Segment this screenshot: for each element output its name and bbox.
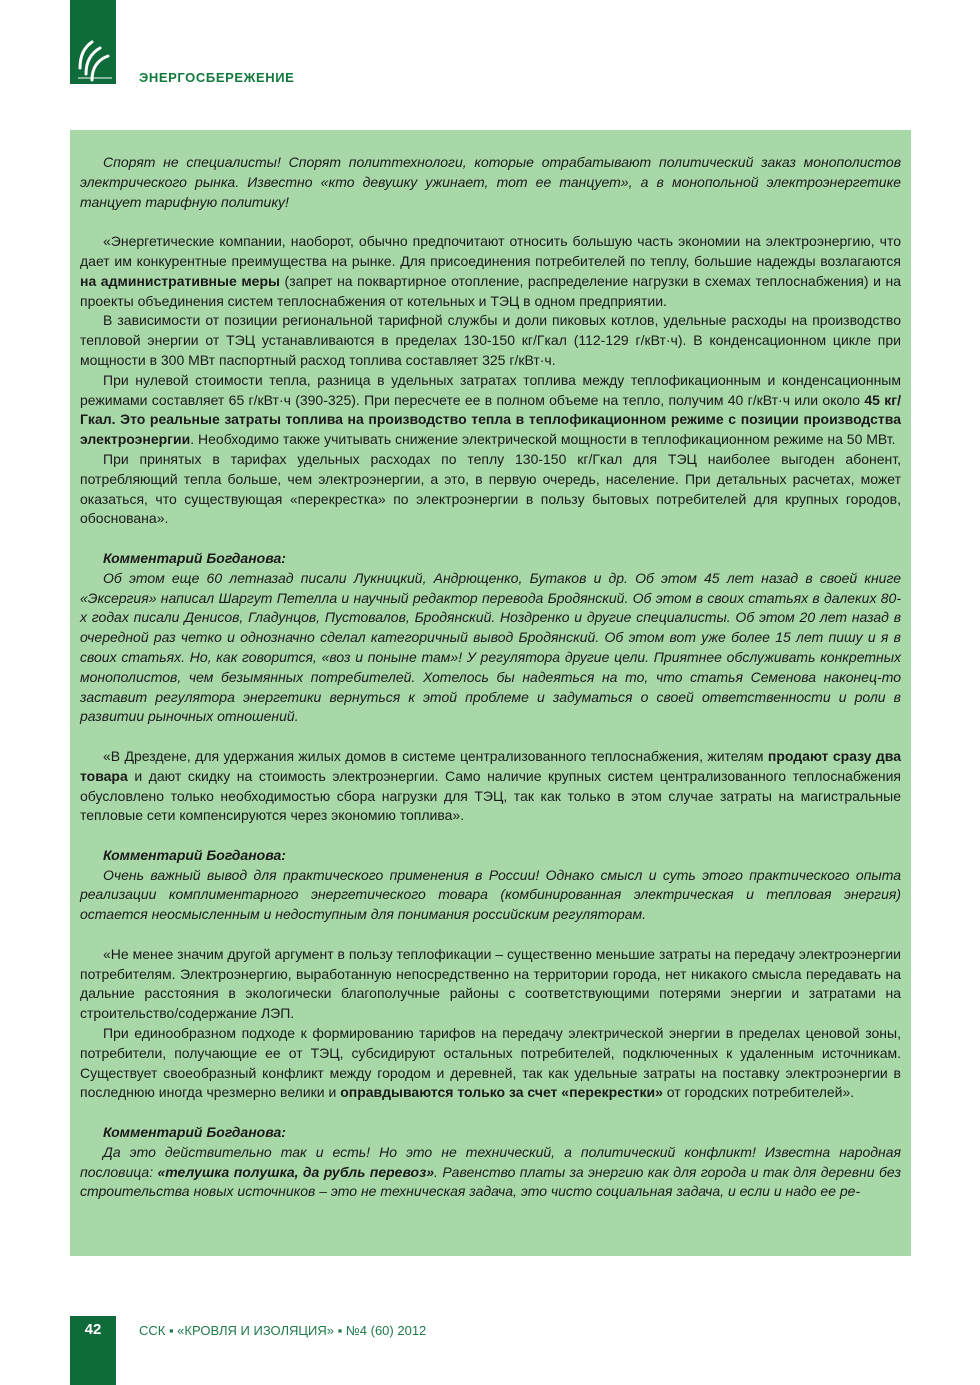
text-run: и дают скидку на стоимость электроэнергии. Само наличие крупных систем централизованного теплоснабжения обусловлено только необходимостью сбора нагрузки для ТЭЦ, так как только в этом случае затраты на магистральные тепловые сети компенсируются через экономию топлива». <box>80 767 901 824</box>
comment-heading <box>80 549 901 569</box>
comment-heading <box>80 846 901 866</box>
leaf-logo-icon <box>74 38 114 82</box>
text-run: от городских потребителей». <box>662 1084 855 1101</box>
paragraph <box>80 371 901 450</box>
bold-text: «телушка полушка, да рубль перевоз» <box>157 1163 435 1180</box>
paragraph <box>80 866 901 925</box>
text-run: При принятых в тарифах удельных расходах по теплу 130-150 кг/Гкал для ТЭЦ наиболее выгоден абонент, потребляющий тепла больше, чем электроэнергии, а это, в первую очередь, население. При детальных расчетах, может оказаться, что существующая «перекрестка» по электроэнергии в пользу бытовых потребителей для крупных городов, обоснована». <box>80 450 901 527</box>
text-block <box>80 846 901 925</box>
text-run: Комментарий Богданова: <box>103 549 286 566</box>
text-block <box>80 232 901 529</box>
text-block <box>80 153 901 212</box>
paragraph <box>80 747 901 826</box>
text-block <box>80 747 901 826</box>
text-run: При нулевой стоимости тепла, разница в удельных затратах топлива между теплофикационным и конденсационным режимами составляет 65 г/кВт·ч (390-325). При пересчете ее в полном объеме на тепло, получим 40 г/кВт·ч или около <box>80 371 901 408</box>
text-block <box>80 945 901 1103</box>
text-run: Комментарий Богданова: <box>103 846 286 863</box>
paragraph <box>80 1143 901 1202</box>
bold-text: 45 кг/Гкал. Это реальные затраты топлива на производство тепла в теплофикационном режиме с позиции производства электроэнергии <box>80 391 901 448</box>
comment-heading <box>80 1123 901 1143</box>
text-run: Да это действительно так и есть! Но это не технический, а политический конфликт! Известна народная пословица: <box>80 1143 901 1180</box>
text-run: . Необходимо также учитывать снижение электрической мощности в теплофикационном режиме на 50 МВт. <box>190 431 896 448</box>
paragraph <box>80 232 901 311</box>
paragraph <box>80 945 901 1024</box>
text-run: Очень важный вывод для практического применения в России! Однако смысл и суть этого практического опыта реализации комплиментарного энергетического товара (комбинированная электрическая и тепловая энергия) остается неосмысленным и недоступным для понимания российским регуляторам. <box>80 866 901 923</box>
text-run: «Не менее значим другой аргумент в пользу теплофикации – существенно меньшие затраты на передачу электроэнергии потребителям. Электроэнергию, выработанную непосредственно на территории города, нет никакого смысла передавать на дальние расстояния в экологически благополучные районы с соответствующими потерями энергии и затратами на строительство/содержание ЛЭП. <box>80 945 901 1022</box>
text-block <box>80 1123 901 1202</box>
text-run: . Равенство платы за энергию как для города и так для деревни без строительства новых источников – это не техническая задача, это чисто социальная задача, и если и надо ее ре- <box>80 1163 901 1200</box>
paragraph <box>80 569 901 727</box>
paragraph <box>80 1024 901 1103</box>
text-run: Комментарий Богданова: <box>103 1124 286 1141</box>
text-run: При единообразном подходе к формированию тарифов на передачу электрической энергии в пределах ценовой зоны, потребители, получающие ее от ТЭЦ, субсидируют остальных потребителей, подключенных к удаленным источникам. Существует своеобразный конфликт между городом и деревней, так как удельные затраты на поставку электроэнергии в последнюю иногда чрезмерно велики и <box>80 1025 901 1101</box>
text-run: «В Дрездене, для удержания жилых домов в системе централизованного теплоснабжения, жителям <box>103 747 768 764</box>
text-run: Об этом еще 60 летназад писали Лукницкий, Андрющенко, Бутаков и др. Об этом 45 лет назад в своей книге «Эксергия» написал Шаргут Петелла и научный редактор перевода Бродянский. Об этом в своих статьях в далеких 80-х годах писали Денисов, Гладунцов, Пустовалов, Бродянский. Ноздренко и другие специалисты. Об этом 20 лет назад в очередной раз четко и однозначно сделал категоричный вывод Бродянский. Об этом вот уже более 15 лет пишу и я в своих статьях. Но, как говорится, «воз и поныне там»! У регулятора другие цели. Приятнее обслуживать конкретных монополистов, чем безымянных потребителей. Хотелось бы надеяться на то, что статья Семенова наконец-то заставит регулятора энергетики вернуться к этой проблеме и задуматься о своей ответственности и роли в развитии рыночных отношений. <box>80 569 901 725</box>
paragraph <box>80 153 901 212</box>
text-run: Спорят не специалисты! Спорят политтехнологи, которые отрабатывают политический заказ монополистов электрического рынка. Известно «кто девушку ужинает, тот ее танцует», а в монопольной электроэнергетике танцует тарифную политику! <box>80 154 901 210</box>
text-run: В зависимости от позиции региональной тарифной службы и доли пиковых котлов, удельные расходы на производство тепловой энергии от ТЭЦ устанавливаются в пределах 130-150 кг/Гкал (112-129 г/кВт·ч). В конденсационном цикле при мощности в 300 МВт паспортный расход топлива составляет 325 г/кВт·ч. <box>80 312 901 368</box>
paragraph <box>80 311 901 370</box>
article-text <box>80 153 901 1222</box>
journal-footer: ССК ▪ «КРОВЛЯ И ИЗОЛЯЦИЯ» ▪ №4 (60) 2012 <box>139 1323 427 1338</box>
page-number: 42 <box>84 1321 102 1338</box>
text-run: «Энергетические компании, наоборот, обычно предпочитают относить большую часть экономии на электроэнергию, что дает им конкурентные преимущества на рынке. Для присоединения потребителей по теплу, большие надежды возлагаются <box>80 233 901 269</box>
text-block <box>80 549 901 727</box>
bold-text: продают сразу два товара <box>80 747 902 784</box>
text-run: (запрет на поквартирное отопление, распределение нагрузки в схемах теплоснабжения) и на проекты объединения систем теплоснабжения от котельных и ТЭЦ в одном предприятии. <box>80 272 901 309</box>
bold-text: оправдываются только за счет «перекрестки» <box>340 1084 663 1101</box>
section-title: ЭНЕРГОСБЕРЕЖЕНИЕ <box>139 70 295 85</box>
paragraph <box>80 450 901 529</box>
bold-text: на административные меры <box>80 272 280 289</box>
